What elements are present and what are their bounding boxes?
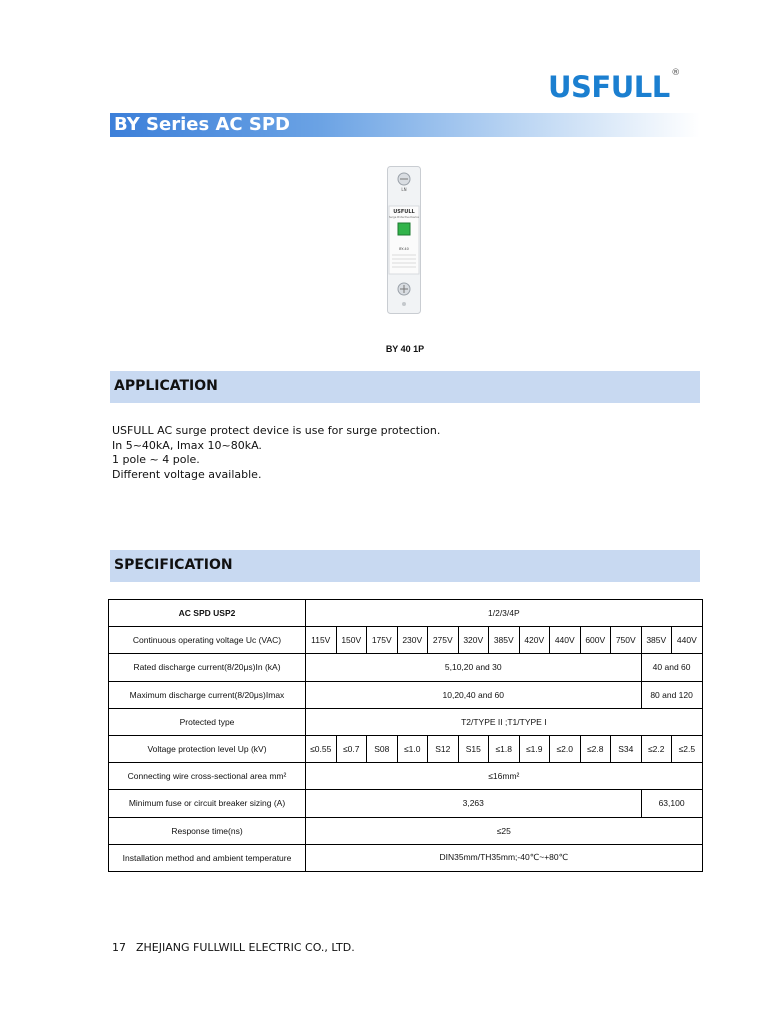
spec-row — [109, 600, 703, 627]
spec-row-label: Installation method and ambient temperature — [109, 844, 306, 871]
spec-cell: ≤2.2 — [641, 735, 672, 762]
spec-row-label: Voltage protection level Up (kV) — [109, 735, 306, 762]
company-name: ZHEJIANG FULLWILL ELECTRIC CO., LTD. — [136, 941, 355, 954]
spec-row-label: AC SPD USP2 — [109, 600, 306, 627]
spec-row — [109, 708, 703, 735]
series-title-bar — [110, 113, 700, 137]
spec-cell: ≤2.8 — [580, 735, 611, 762]
specification-table — [108, 599, 703, 872]
spec-cell: 320V — [458, 627, 489, 654]
spec-cell: ≤1.0 — [397, 735, 428, 762]
registered-mark: ® — [671, 68, 680, 78]
spec-cell: ≤16mm² — [306, 763, 703, 790]
spec-cell: 1/2/3/4P — [306, 600, 703, 627]
spec-row — [109, 763, 703, 790]
spec-cell: DIN35mm/TH35mm;-40℃~+80℃ — [306, 844, 703, 871]
application-section-bar — [110, 371, 700, 403]
spec-cell: ≤1.8 — [489, 735, 520, 762]
product-image — [387, 166, 421, 314]
application-line: USFULL AC surge protect device is use for surge protection. — [112, 424, 441, 437]
spec-cell: 63,100 — [641, 790, 702, 817]
spec-row-label: Protected type — [109, 708, 306, 735]
spec-cell: 750V — [611, 627, 642, 654]
brand-logo-text: USFULL — [548, 70, 670, 104]
spec-row — [109, 817, 703, 844]
application-line: Different voltage available. — [112, 467, 262, 481]
spec-cell: ≤2.0 — [550, 735, 581, 762]
spec-cell: 150V — [336, 627, 367, 654]
spec-cell: 80 and 120 — [641, 681, 702, 708]
spec-row-label: Rated discharge current(8/20μs)In (kA) — [109, 654, 306, 681]
spec-cell: 115V — [306, 627, 337, 654]
spec-row-label: Connecting wire cross-sectional area mm² — [109, 763, 306, 790]
spec-cell: 440V — [550, 627, 581, 654]
product-label-sub: Surge Protective Device — [389, 216, 419, 219]
spec-cell: S34 — [611, 735, 642, 762]
spec-cell: 275V — [428, 627, 459, 654]
spec-cell: 40 and 60 — [641, 654, 702, 681]
spec-row — [109, 681, 703, 708]
spec-cell: 385V — [489, 627, 520, 654]
page-footer — [112, 941, 365, 954]
spec-cell: T2/TYPE II ;T1/TYPE I — [306, 708, 703, 735]
spec-cell: 420V — [519, 627, 550, 654]
application-text — [112, 424, 440, 482]
spec-cell: S12 — [428, 735, 459, 762]
spec-row — [109, 627, 703, 654]
spec-cell: S08 — [367, 735, 398, 762]
spec-cell: ≤0.55 — [306, 735, 337, 762]
spec-row — [109, 790, 703, 817]
series-title: BY Series AC SPD — [114, 114, 290, 135]
product-label-ln: LN — [401, 187, 407, 192]
spec-cell: 230V — [397, 627, 428, 654]
spec-cell: 440V — [672, 627, 703, 654]
spec-row-label: Maximum discharge current(8/20μs)Imax — [109, 681, 306, 708]
spec-cell: ≤2.5 — [672, 735, 703, 762]
application-heading: APPLICATION — [114, 378, 218, 394]
spec-cell: 3,263 — [306, 790, 642, 817]
specification-section-bar — [110, 550, 700, 582]
spec-cell: S15 — [458, 735, 489, 762]
spec-cell: ≤1.9 — [519, 735, 550, 762]
specification-heading: SPECIFICATION — [114, 557, 233, 573]
spec-row-label: Continuous operating voltage Uc (VAC) — [109, 627, 306, 654]
spec-cell: 10,20,40 and 60 — [306, 681, 642, 708]
spec-row-label: Response time(ns) — [109, 817, 306, 844]
spec-row — [109, 654, 703, 681]
product-label-brand: USFULL — [393, 209, 415, 215]
product-caption: BY 40 1P — [385, 344, 425, 354]
spec-cell: ≤0.7 — [336, 735, 367, 762]
application-line: 1 pole ~ 4 pole. — [112, 453, 200, 466]
application-line: In 5~40kA, Imax 10~80kA. — [112, 438, 262, 452]
spec-cell: 5,10,20 and 30 — [306, 654, 642, 681]
spec-row-label: Minimum fuse or circuit breaker sizing (A) — [109, 790, 306, 817]
spec-cell: ≤25 — [306, 817, 703, 844]
brand-logo — [548, 68, 680, 104]
spec-cell: 175V — [367, 627, 398, 654]
spec-cell: 600V — [580, 627, 611, 654]
spec-row — [109, 735, 703, 762]
spec-row — [109, 844, 703, 871]
product-label-model: BY-40 — [399, 247, 409, 251]
spec-cell: 385V — [641, 627, 672, 654]
page-number: 17 — [112, 941, 126, 954]
